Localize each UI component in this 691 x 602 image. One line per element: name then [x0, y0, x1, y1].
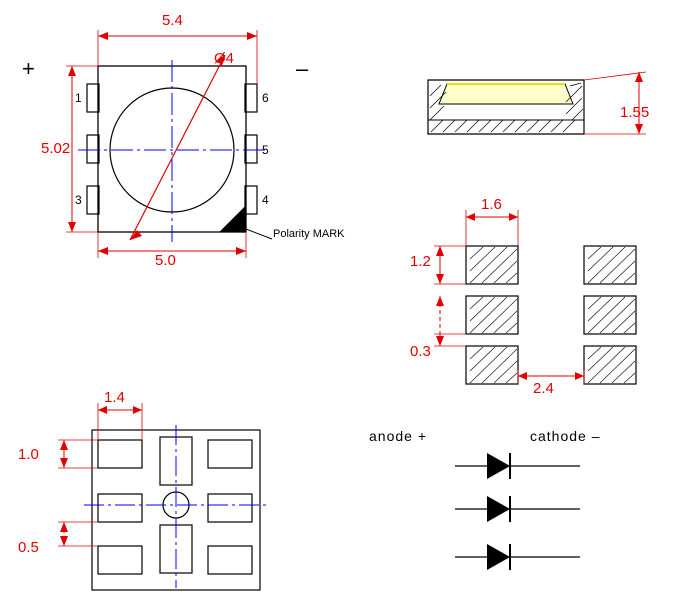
dim-lens-diameter: Ø4	[214, 50, 235, 67]
anode-label: anode +	[369, 428, 427, 444]
pin-label-4: 4	[262, 193, 269, 207]
dim-pad-pitch-2-4: 2.4	[533, 380, 554, 397]
pin-label-1: 1	[75, 91, 82, 105]
dim-top-width-5-4: 5.4	[162, 12, 183, 29]
side-view-geometry	[428, 72, 646, 134]
dim-pad-gap-0-3: 0.3	[410, 343, 431, 360]
dim-pad-width-1-6: 1.6	[481, 196, 502, 213]
dim-side-height-1-55: 1.55	[620, 104, 650, 121]
polarity-minus-symbol: –	[296, 56, 309, 81]
dim-bottom-pad-width-1-4: 1.4	[104, 389, 125, 406]
pin-label-5: 5	[262, 143, 269, 157]
dim-bottom-edge-gap-0-5: 0.5	[18, 539, 39, 556]
cathode-label: cathode –	[530, 428, 601, 444]
dim-body-height-5-02	[41, 140, 70, 157]
top-view-geometry	[66, 30, 272, 258]
bottom-view-geometry	[58, 403, 268, 590]
pin-label-3: 3	[75, 193, 82, 207]
circuit-geometry	[455, 453, 580, 570]
dim-body-height-value: 5.02	[41, 140, 71, 157]
dim-bottom-pad-height-1-0: 1.0	[18, 446, 39, 463]
pin-label-6: 6	[262, 91, 269, 105]
pad-layout-geometry	[434, 210, 636, 384]
dim-body-width-5-0: 5.0	[155, 252, 176, 269]
polarity-mark-label: Polarity MARK	[273, 228, 345, 240]
polarity-plus-symbol: +	[22, 56, 35, 81]
dim-pad-height-1-2: 1.2	[410, 253, 431, 270]
